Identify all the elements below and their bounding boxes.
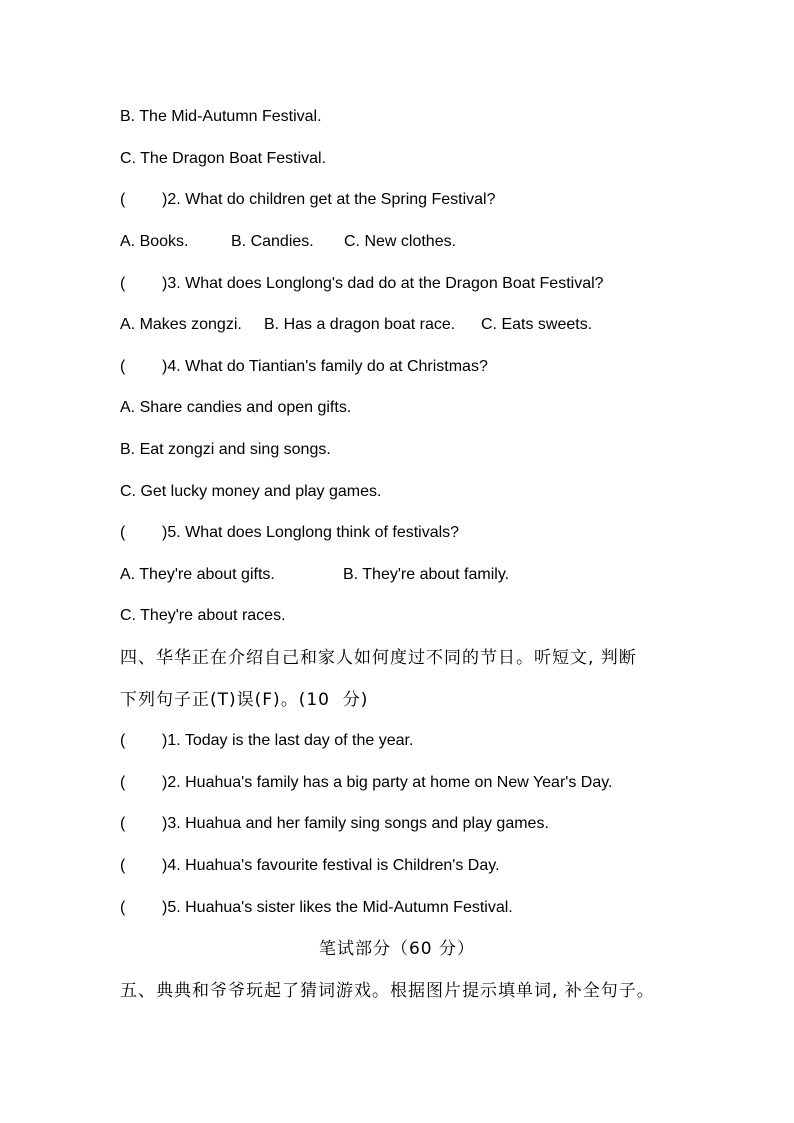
- question-2: [120, 190, 496, 210]
- answer-blank[interactable]: (: [120, 774, 126, 791]
- question-3: [120, 274, 604, 294]
- question-text: )2. What do children get at the Spring Festival?: [162, 191, 496, 208]
- answer-blank[interactable]: (: [120, 191, 126, 208]
- statement-text: )3. Huahua and her family sing songs and play games.: [162, 815, 549, 832]
- tf-item-1: [120, 731, 413, 751]
- question-text: )5. What does Longlong think of festivals?: [162, 524, 460, 541]
- option-a: A. Makes zongzi.: [120, 316, 242, 333]
- answer-blank[interactable]: (: [120, 857, 126, 874]
- answer-blank[interactable]: (: [120, 524, 126, 541]
- q5-options: [120, 565, 509, 585]
- part4-heading-line2: 下列句子正(T)误(F)。(10 分): [120, 690, 369, 710]
- statement-text: )1. Today is the last day of the year.: [162, 732, 414, 749]
- question-5: [120, 523, 459, 543]
- q2-options: [120, 232, 456, 252]
- option-b: B. They're about family.: [343, 566, 510, 583]
- tf-item-3: [120, 814, 549, 834]
- option-a: A. Books.: [120, 233, 189, 250]
- q4-option-c: C. Get lucky money and play games.: [120, 483, 382, 500]
- q4-option-b: B. Eat zongzi and sing songs.: [120, 441, 331, 458]
- part5-heading: 五、典典和爷爷玩起了猜词游戏。根据图片提示填单词, 补全句子。: [120, 981, 655, 1001]
- statement-text: )2. Huahua's family has a big party at home on New Year's Day.: [162, 774, 613, 791]
- tf-item-5: [120, 898, 513, 918]
- part4-heading-line1: 四、华华正在介绍自己和家人如何度过不同的节日。听短文, 判断: [120, 648, 637, 668]
- option-b: B. Has a dragon boat race.: [264, 316, 456, 333]
- q1-option-b: B. The Mid-Autumn Festival.: [120, 108, 322, 125]
- option-b: B. Candies.: [231, 233, 314, 250]
- tf-item-4: [120, 856, 500, 876]
- tf-item-2: [120, 773, 613, 793]
- question-text: )4. What do Tiantian's family do at Christmas?: [162, 358, 488, 375]
- option-a: A. They're about gifts.: [120, 566, 275, 583]
- question-4: [120, 357, 488, 377]
- q3-options: [120, 315, 592, 335]
- q1-option-c: C. The Dragon Boat Festival.: [120, 150, 327, 167]
- q5-option-c: C. They're about races.: [120, 607, 286, 624]
- option-c: C. Eats sweets.: [481, 316, 593, 333]
- answer-blank[interactable]: (: [120, 358, 126, 375]
- answer-blank[interactable]: (: [120, 275, 126, 292]
- statement-text: )5. Huahua's sister likes the Mid-Autumn Festival.: [162, 899, 513, 916]
- statement-text: )4. Huahua's favourite festival is Children's Day.: [162, 857, 500, 874]
- written-section-title: 笔试部分（60 分）: [318, 939, 476, 959]
- q4-option-a: A. Share candies and open gifts.: [120, 399, 352, 416]
- option-c: C. New clothes.: [344, 233, 457, 250]
- answer-blank[interactable]: (: [120, 732, 126, 749]
- question-text: )3. What does Longlong's dad do at the Dragon Boat Festival?: [162, 275, 604, 292]
- answer-blank[interactable]: (: [120, 815, 126, 832]
- answer-blank[interactable]: (: [120, 899, 126, 916]
